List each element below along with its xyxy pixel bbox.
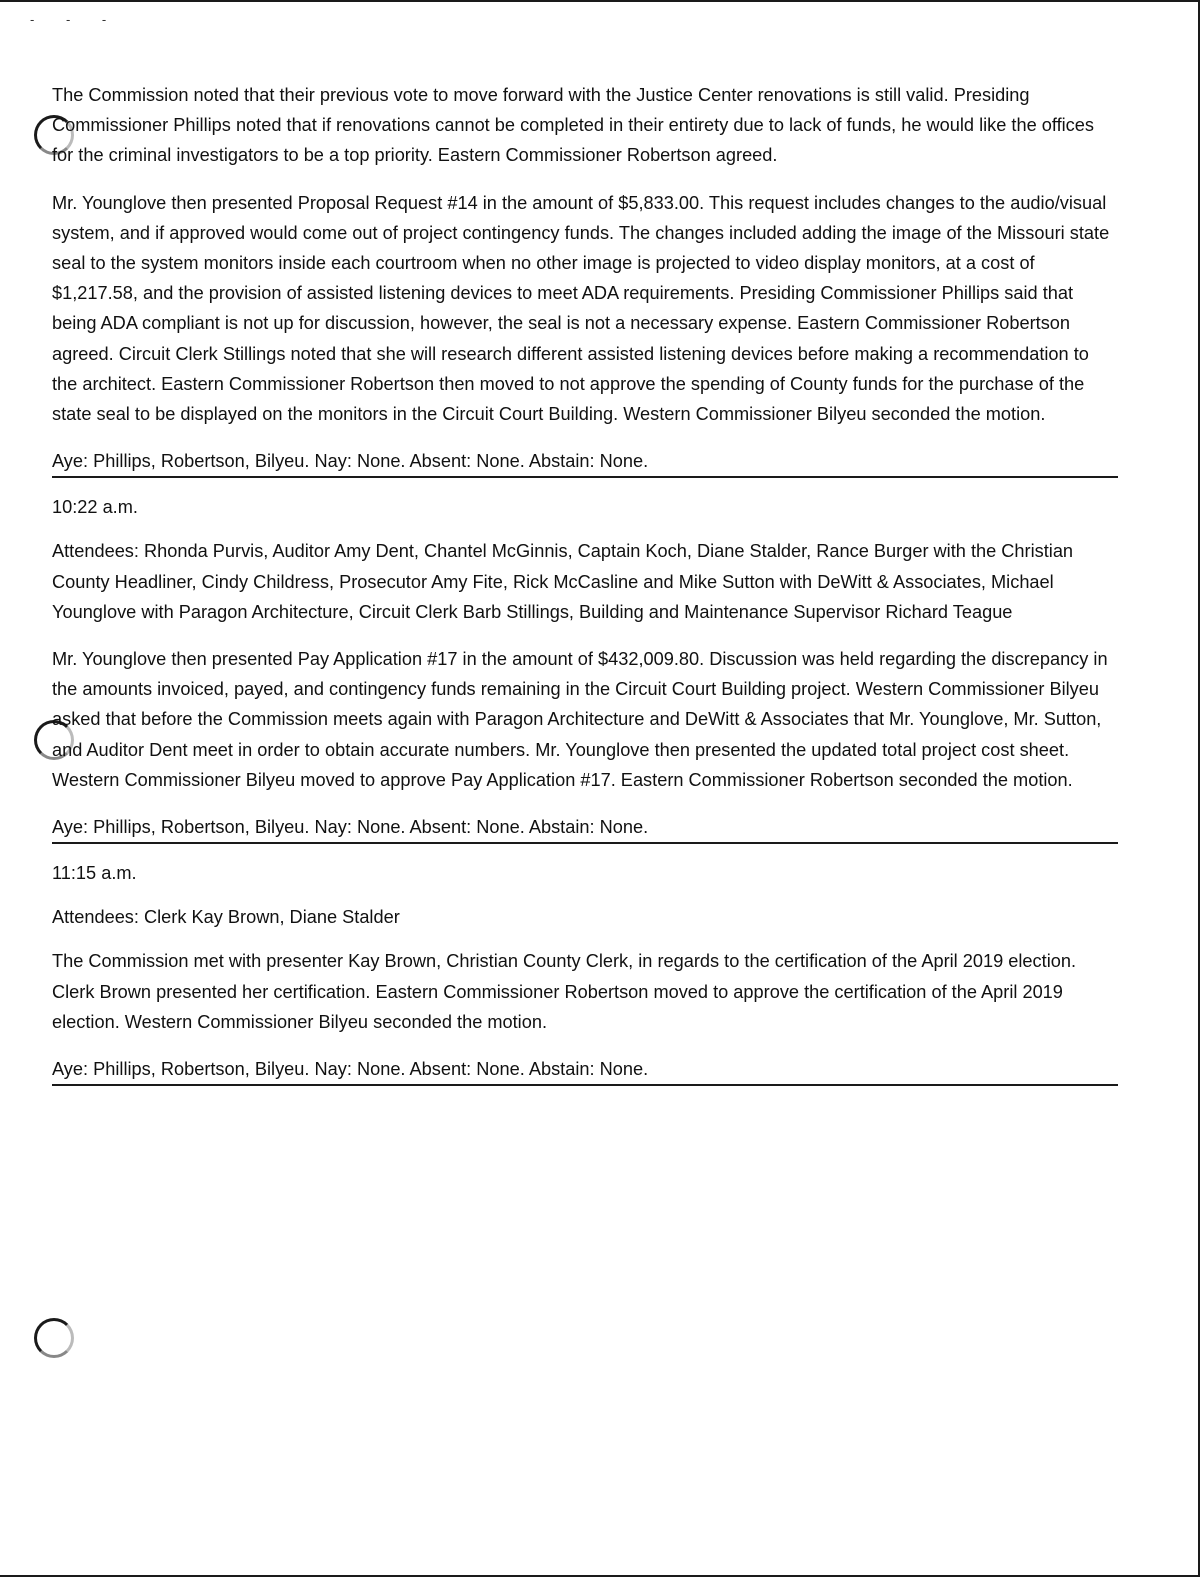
time-stamp-1: 10:22 a.m. bbox=[52, 497, 138, 518]
vote-record-3: Aye: Phillips, Robertson, Bilyeu. Nay: None. Absent: None. Abstain: None. bbox=[52, 1054, 1118, 1086]
vote-record-2: Aye: Phillips, Robertson, Bilyeu. Nay: None. Absent: None. Abstain: None. bbox=[52, 812, 1118, 844]
time-stamp-2: 11:15 a.m. bbox=[52, 863, 137, 884]
vote-record-1: Aye: Phillips, Robertson, Bilyeu. Nay: None. Absent: None. Abstain: None. bbox=[52, 446, 1118, 478]
header-marks: - - - bbox=[30, 12, 121, 27]
paragraph-election-certification: The Commission met with presenter Kay Brown, Christian County Clerk, in regards to the certification of the April 2019 election. Clerk Brown presented her certification. Eastern Commissioner Robertson moved to approve the certification of the April 2019 election. Western Commissioner Bilyeu seconded the motion. bbox=[52, 951, 1077, 1032]
paragraph-pay-application: Mr. Younglove then presented Pay Application #17 in the amount of $432,009.80. Discussion was held regarding the discrepancy in the amounts invoiced, payed, and contingency funds remaining in the Circuit Court Building project. Western Commissioner Bilyeu asked that before the Commission meets again with Paragon Architecture and DeWitt & Associates that Mr. Younglove, Mr. Sutton, and Auditor Dent meet in order to obtain accurate numbers. Mr. Younglove then presented the updated total project cost sheet. Western Commissioner Bilyeu moved to approve Pay Application #17. Eastern Commissioner Robertson seconded the motion. bbox=[52, 649, 1108, 790]
paragraph-proposal-request: Mr. Younglove then presented Proposal Request #14 in the amount of $5,833.00. This request includes changes to the audio/visual system, and if approved would come out of project contingency funds. The changes included adding the image of the Missouri state seal to the system monitors inside each courtroom when no other image is projected to video display monitors, at a cost of $1,217.58, and the provision of assisted listening devices to meet ADA requirements. Presiding Commissioner Phillips said that being ADA compliant is not up for discussion, however, the seal is not a necessary expense. Eastern Commissioner Robertson agreed. Circuit Clerk Stillings noted that she will research different assisted listening devices before making a recommendation to the architect. Eastern Commissioner Robertson then moved to not approve the spending of County funds for the purchase of the state seal to be displayed on the monitors in the Circuit Court Building. Western Commissioner Bilyeu seconded the motion. bbox=[52, 192, 1110, 425]
attendees-list-2: Attendees: Clerk Kay Brown, Diane Stalder bbox=[52, 907, 400, 928]
paragraph-justice-center: The Commission noted that their previous vote to move forward with the Justice Center renovations is still valid. Presiding Commissioner Phillips noted that if renovations cannot be completed in their entirety due to lack of funds, he would like the offices for the criminal investigators to be a top priority. Eastern Commissioner Robertson agreed. bbox=[52, 85, 1094, 166]
punch-hole-bottom bbox=[34, 1318, 74, 1358]
attendees-list-1: Attendees: Rhonda Purvis, Auditor Amy Dent, Chantel McGinnis, Captain Koch, Diane Stalder, Rance Burger with the Christian County Headliner, Cindy Childress, Prosecutor Amy Fite, Rick McCasline and Mike Sutton with DeWitt & Associates, Michael Younglove with Paragon Architecture, Circuit Clerk Barb Stillings, Building and Maintenance Supervisor Richard Teague bbox=[52, 541, 1074, 622]
minutes-body bbox=[52, 80, 1118, 1100]
